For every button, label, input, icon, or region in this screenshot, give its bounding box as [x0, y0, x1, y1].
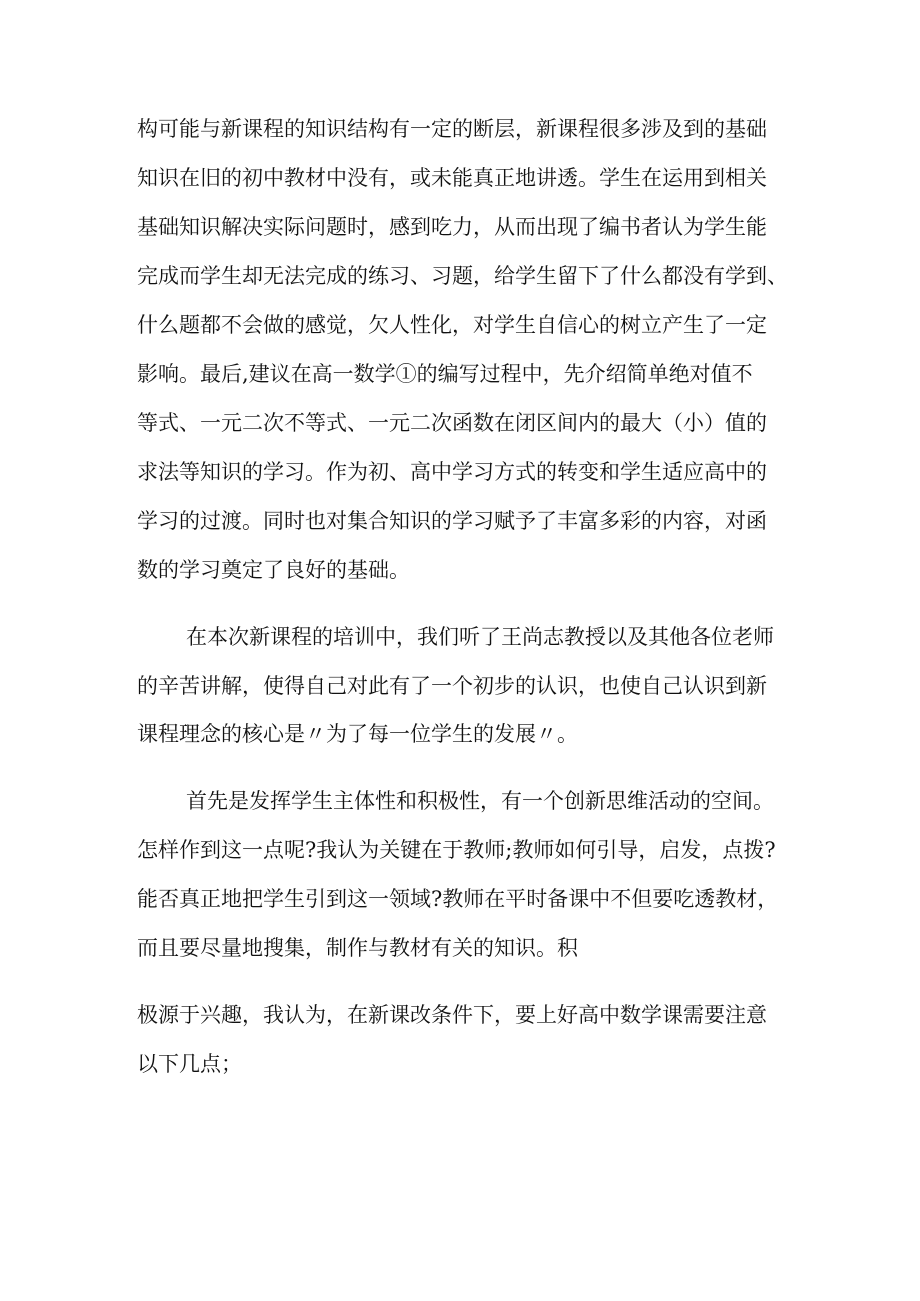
paragraph-line: 首先是发挥学生主体性和积极性，有一个创新思维活动的空间。: [186, 789, 774, 813]
paragraph-line: 求法等知识的学习。作为初、高中学习方式的转变和学生适应高中的: [137, 460, 767, 484]
paragraph-line: 什么题都不会做的感觉，欠人性化，对学生自信心的树立产生了一定: [137, 313, 767, 337]
paragraph-line: 基础知识解决实际问题时，感到吃力，从而出现了编书者认为学生能: [137, 215, 767, 239]
paragraph-line: 在本次新课程的培训中，我们听了王尚志教授以及其他各位老师: [186, 625, 774, 649]
paragraph-line: 极源于兴趣，我认为，在新课改条件下，要上好高中数学课需要注意: [137, 1003, 767, 1027]
paragraph-line: 影响。最后,建议在高一数学①的编写过程中，先介绍简单绝对值不: [137, 362, 753, 386]
paragraph-line: 数的学习奠定了良好的基础。: [137, 558, 410, 582]
paragraph-line: 以下几点；: [137, 1052, 242, 1076]
paragraph-line: 等式、一元二次不等式、一元二次函数在闭区间内的最大（小）值的: [137, 411, 767, 435]
paragraph-line: 能否真正地把学生引到这一领域?教师在平时备课中不但要吃透教材，: [137, 887, 779, 911]
paragraph-line: 学习的过渡。同时也对集合知识的学习赋予了丰富多彩的内容，对函: [137, 509, 767, 533]
paragraph-line: 而且要尽量地搜集，制作与教材有关的知识。积: [137, 936, 578, 960]
paragraph-line: 构可能与新课程的知识结构有一定的断层，新课程很多涉及到的基础: [137, 117, 767, 141]
paragraph-line: 的辛苦讲解，使得自己对此有了一个初步的认识，也使自己认识到新: [137, 674, 767, 698]
paragraph-line: 知识在旧的初中教材中没有，或未能真正地讲透。学生在运用到相关: [137, 166, 767, 190]
paragraph-line: 课程理念的核心是〃为了每一位学生的发展〃。: [137, 722, 578, 746]
paragraph-line: 完成而学生却无法完成的练习、习题，给学生留下了什么都没有学到、: [137, 264, 788, 288]
paragraph-line: 怎样作到这一点呢?我认为关键在于教师;教师如何引导，启发，点拨?: [137, 838, 776, 862]
